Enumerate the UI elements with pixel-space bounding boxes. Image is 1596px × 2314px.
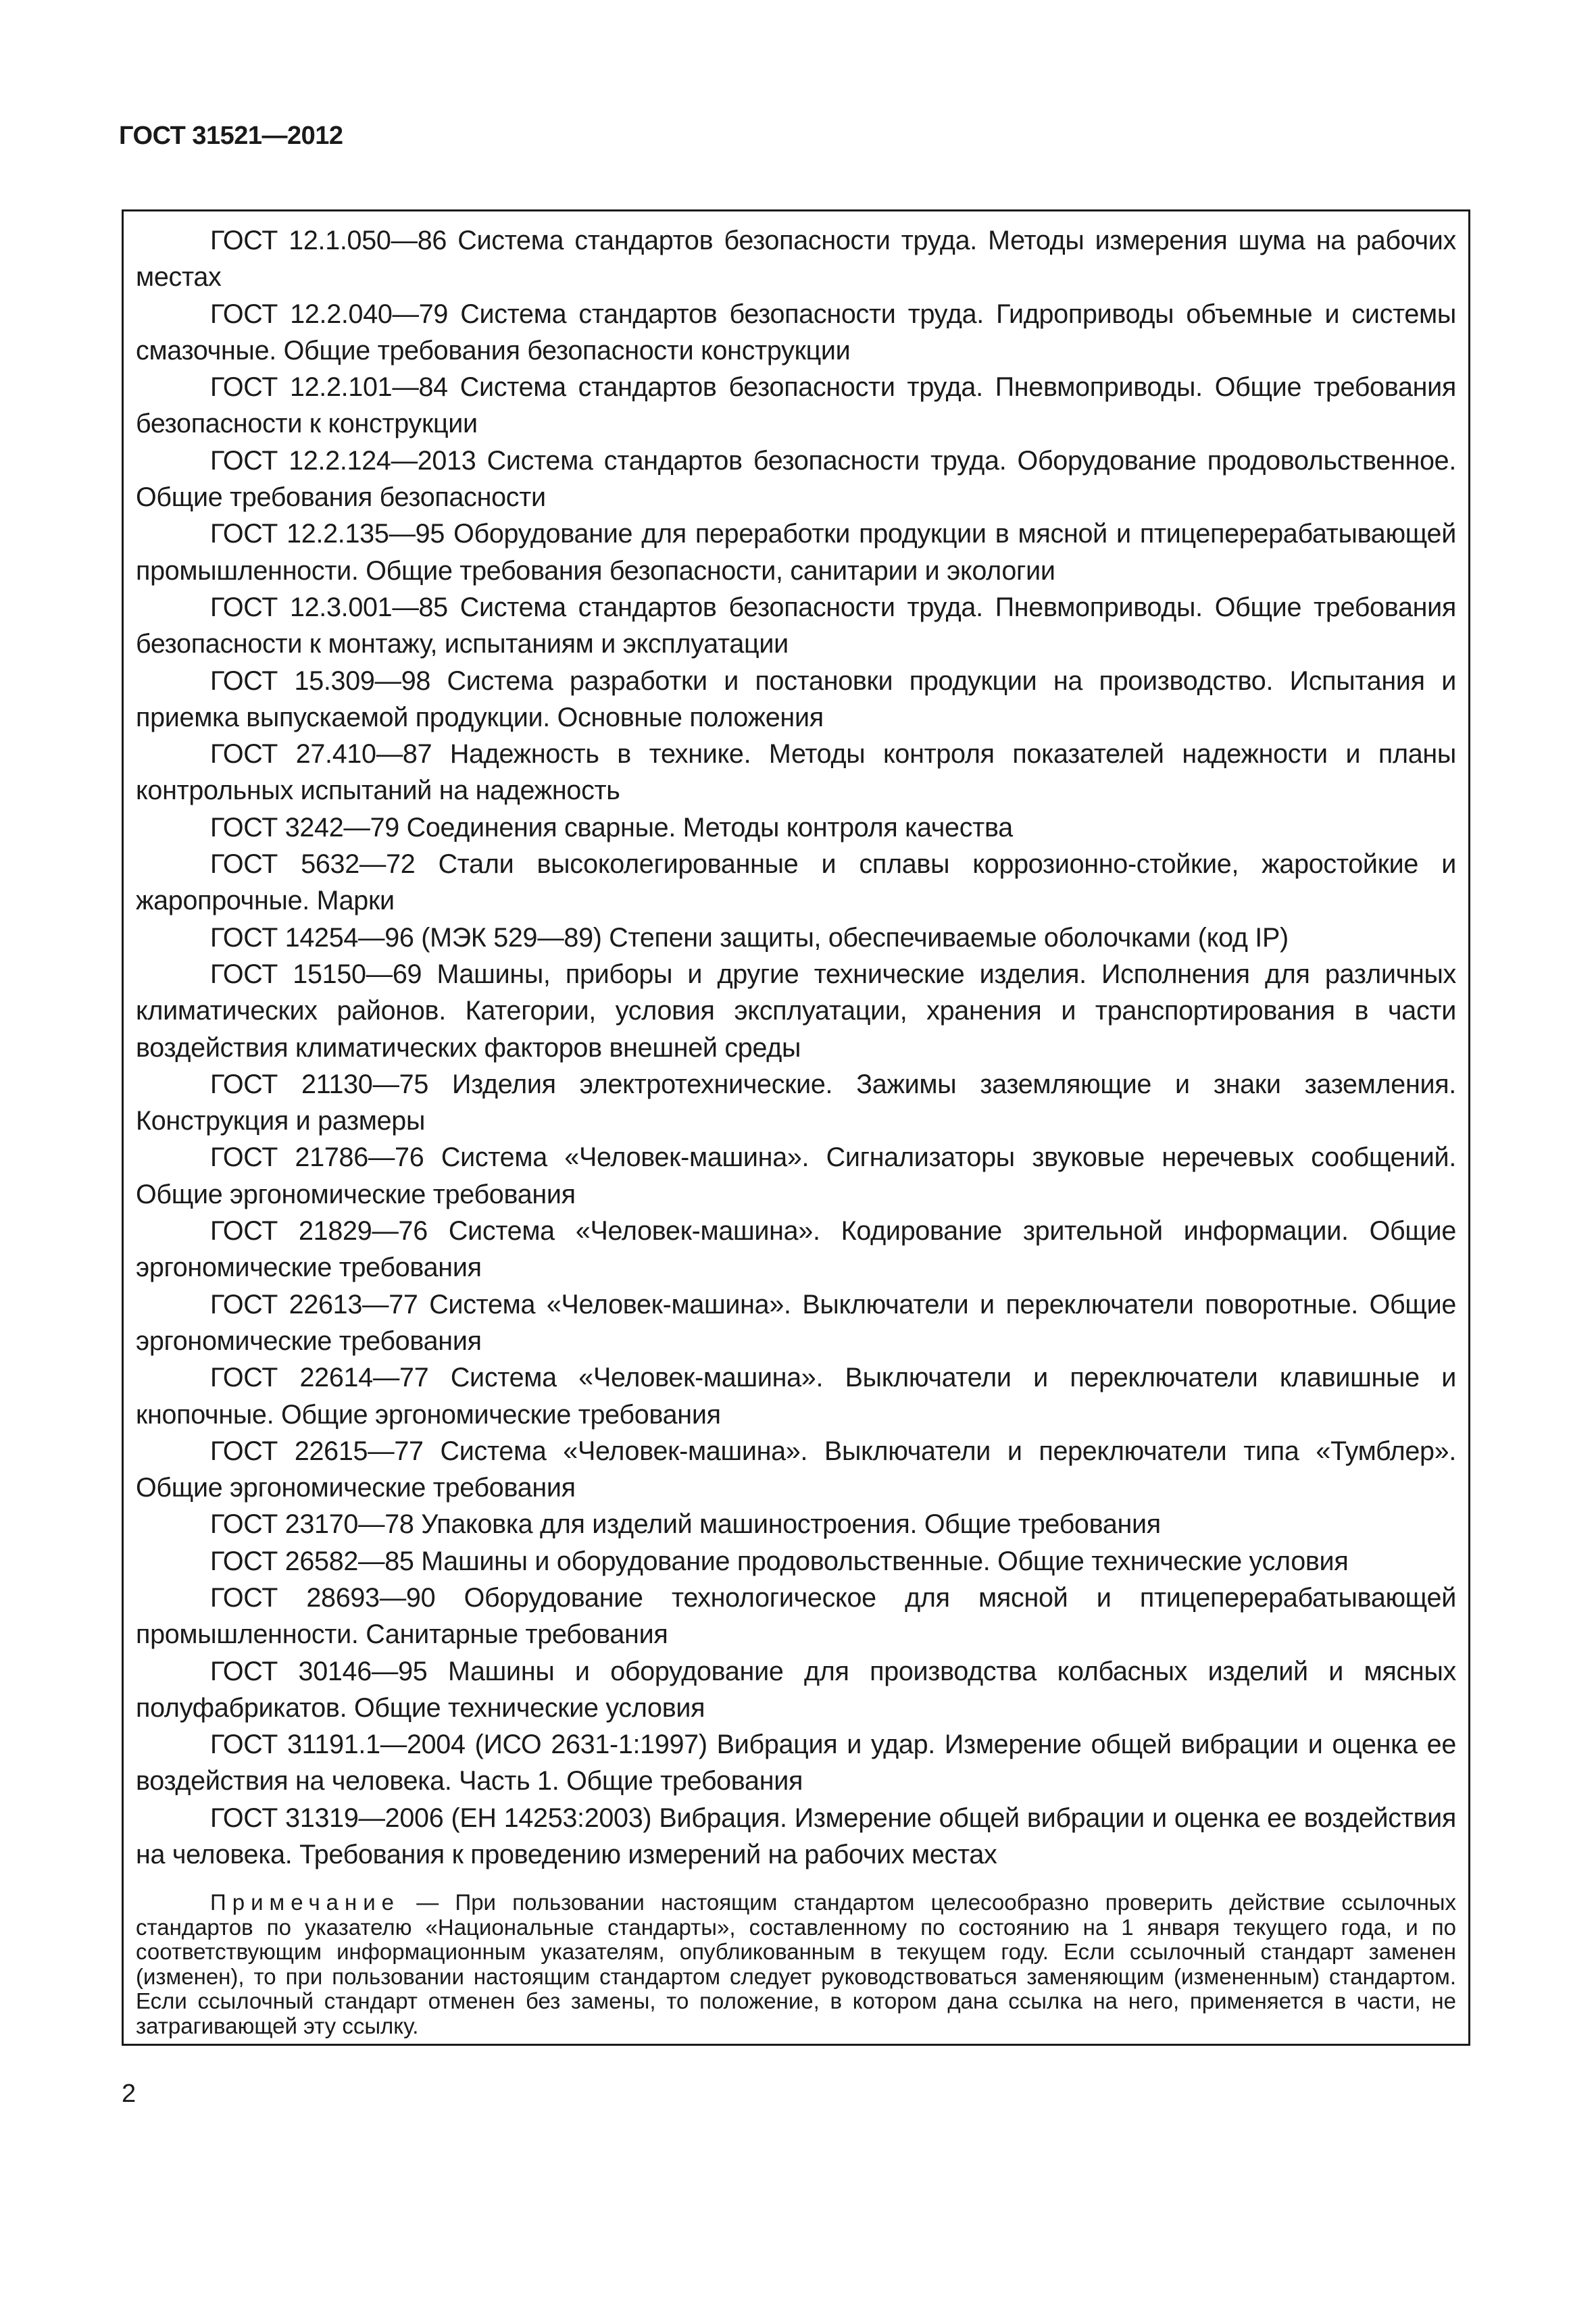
reference-item: ГОСТ 22613—77 Система «Человек-машина». Выключатели и переключатели поворотные. Общие эргономические требования (136, 1289, 1456, 1356)
reference-item: ГОСТ 12.2.101—84 Система стандартов безопасности труда. Пневмоприводы. Общие требования безопасности к конструкции (136, 372, 1456, 439)
reference-item: ГОСТ 28693—90 Оборудование технологическое для мясной и птицеперерабатывающей промышленности. Санитарные требования (136, 1582, 1456, 1650)
reference-item: ГОСТ 12.2.124—2013 Система стандартов безопасности труда. Оборудование продовольственное. Общие требования безопасности (136, 445, 1456, 513)
reference-item: ГОСТ 12.2.135—95 Оборудование для переработки продукции в мясной и птицеперерабатывающей промышленности. Общие требования безопасности, санитарии и экологии (136, 519, 1456, 586)
content-frame (122, 209, 1470, 2046)
reference-item: ГОСТ 12.3.001—85 Система стандартов безопасности труда. Пневмоприводы. Общие требования безопасности к монтажу, испытаниям и эксплуатации (136, 592, 1456, 659)
reference-item: ГОСТ 31319—2006 (ЕН 14253:2003) Вибрация. Измерение общей вибрации и оценка ее воздействия на человека. Требования к проведению измерений на рабочих местах (136, 1803, 1456, 1870)
reference-item: ГОСТ 3242—79 Соединения сварные. Методы контроля качества (210, 812, 1013, 842)
reference-item: ГОСТ 21786—76 Система «Человек-машина». Сигнализаторы звуковые неречевых сообщений. Общие эргономические требования (136, 1142, 1456, 1209)
note-text: При пользовании настоящим стандартом целесообразно проверить действие ссылочных стандартов по указателю «Национальные стандарты», составленному по состоянию на 1 января текущего года, и по соответствующим информационным указателям, опубликованным в текущем году. Если ссылочный стандарт заменен (изменен), то при пользовании настоящим стандартом следует руководствоваться заменяющим (измененным) стандартом. Если ссылочный стандарт отменен без замены, то положение, в котором дана ссылка на него, применяется в части, не затрагивающей эту ссылку. (136, 1890, 1457, 2038)
reference-item: ГОСТ 14254—96 (МЭК 529—89) Степени защиты, обеспечиваемые оболочками (код IP) (210, 922, 1289, 953)
reference-item: ГОСТ 21829—76 Система «Человек-машина». Кодирование зрительной информации. Общие эргономические требования (136, 1216, 1456, 1283)
reference-item: ГОСТ 27.410—87 Надежность в технике. Методы контроля показателей надежности и планы контрольных испытаний на надежность (136, 739, 1456, 806)
reference-item: ГОСТ 5632—72 Стали высоколегированные и сплавы коррозионно-стойкие, жаростойкие и жаропрочные. Марки (136, 849, 1456, 916)
page-number: 2 (122, 2080, 136, 2108)
reference-item: ГОСТ 21130—75 Изделия электротехнические. Зажимы заземляющие и знаки заземления. Конструкция и размеры (136, 1069, 1456, 1136)
note-label: Примечание (210, 1890, 401, 1915)
note-paragraph (136, 1890, 1456, 2038)
reference-item: ГОСТ 26582—85 Машины и оборудование продовольственные. Общие технические условия (210, 1546, 1349, 1576)
reference-item: ГОСТ 23170—78 Упаковка для изделий машиностроения. Общие требования (210, 1509, 1161, 1540)
reference-item: ГОСТ 30146—95 Машины и оборудование для производства колбасных изделий и мясных полуфабрикатов. Общие технические условия (136, 1656, 1456, 1723)
document-header: ГОСТ 31521—2012 (119, 122, 343, 150)
reference-item: ГОСТ 22614—77 Система «Человек-машина». Выключатели и переключатели клавишные и кнопочные. Общие эргономические требования (136, 1363, 1456, 1430)
reference-item: ГОСТ 15.309—98 Система разработки и постановки продукции на производство. Испытания и приемка выпускаемой продукции. Основные положения (136, 665, 1456, 732)
reference-item: ГОСТ 15150—69 Машины, приборы и другие технические изделия. Исполнения для различных климатических районов. Категории, условия эксплуатации, хранения и транспортирования в части воздействия климатических факторов внешней среды (136, 959, 1456, 1063)
reference-item: ГОСТ 12.2.040—79 Система стандартов безопасности труда. Гидроприводы объемные и системы смазочные. Общие требования безопасности конструкции (136, 299, 1456, 366)
reference-item: ГОСТ 31191.1—2004 (ИСО 2631-1:1997) Вибрация и удар. Измерение общей вибрации и оценка ее воздействия на человека. Часть 1. Общие требования (136, 1730, 1456, 1796)
note-dash: — (400, 1890, 455, 1915)
normative-references-list (136, 222, 1456, 1873)
reference-item: ГОСТ 22615—77 Система «Человек-машина». Выключатели и переключатели типа «Тумблер». Общие эргономические требования (136, 1436, 1456, 1503)
reference-item: ГОСТ 12.1.050—86 Система стандартов безопасности труда. Методы измерения шума на рабочих местах (136, 226, 1456, 293)
